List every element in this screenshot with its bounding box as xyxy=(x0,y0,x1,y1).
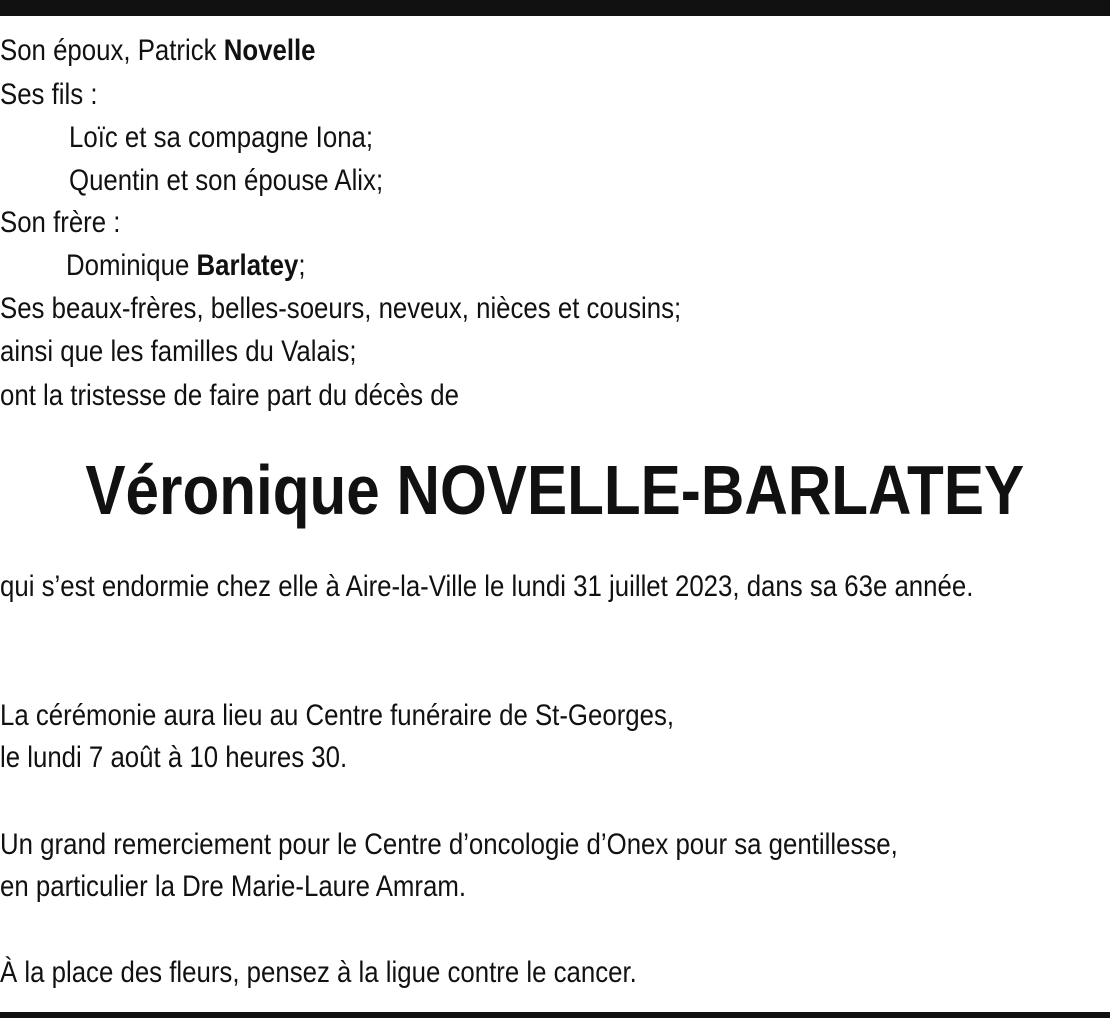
bottom-border xyxy=(0,1012,1110,1018)
thanks-line-2: en particulier la Dre Marie-Laure Amram. xyxy=(0,870,467,903)
son-quentin: Quentin et son épouse Alix; xyxy=(69,164,384,197)
brother-heading: Son frère : xyxy=(0,206,121,239)
ceremony-line-2: le lundi 7 août à 10 heures 30. xyxy=(0,741,348,774)
thanks-line-1: Un grand remerciement pour le Centre d’oncologie d’Onex pour sa gentillesse, xyxy=(0,828,898,861)
ceremony-line-1: La cérémonie aura lieu au Centre funéraire de St-Georges, xyxy=(0,699,675,732)
flowers-line: À la place des fleurs, pensez à la ligue contre le cancer. xyxy=(0,956,637,989)
valais-family-line: ainsi que les familles du Valais; xyxy=(0,335,357,368)
brother-surname: Barlatey xyxy=(196,249,299,282)
deceased-name-text: Véronique NOVELLE-BARLATEY xyxy=(85,451,1025,529)
extended-family-line: Ses beaux-frères, belles-soeurs, neveux, nièces et cousins; xyxy=(0,292,682,325)
deceased-name xyxy=(0,448,1110,532)
top-border xyxy=(0,0,1110,16)
brother-line xyxy=(66,248,306,284)
announcement-line: ont la tristesse de faire part du décès de xyxy=(0,379,459,412)
spouse-line xyxy=(0,33,316,69)
brother-punct: ; xyxy=(298,249,306,282)
brother-firstname: Dominique xyxy=(66,249,197,282)
death-paragraph: qui s’est endormie chez elle à Aire-la-Ville le lundi 31 juillet 2023, dans sa 63e année. xyxy=(0,570,974,603)
sons-heading: Ses fils : xyxy=(0,78,98,111)
son-loic: Loïc et sa compagne Iona; xyxy=(69,121,374,154)
spouse-text: Son époux, Patrick xyxy=(0,34,224,67)
spouse-surname: Novelle xyxy=(223,34,316,67)
